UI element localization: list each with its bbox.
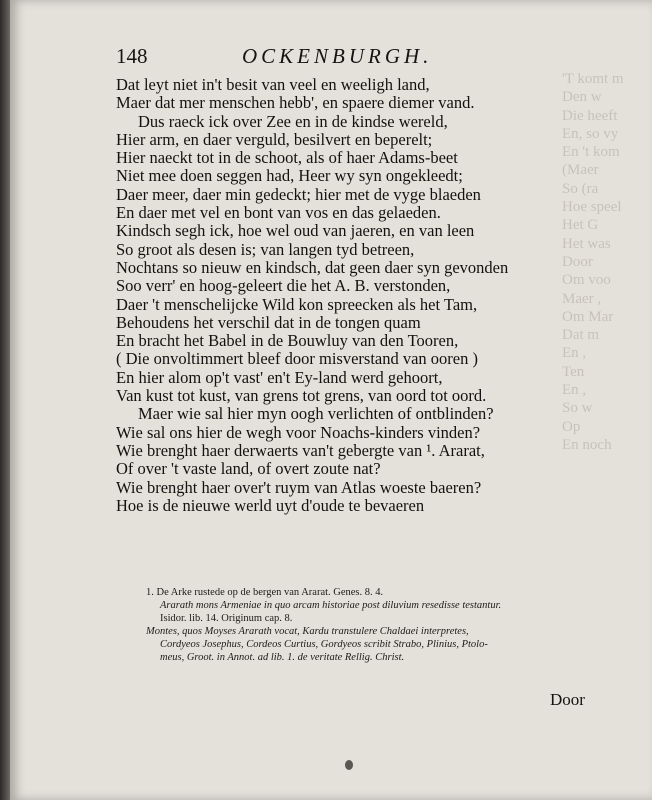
page-number: 148 [116, 44, 148, 68]
footnote-line: Montes, quos Moyses Ararath vocat, Kardu transtulere Chaldaei interpretes, [146, 626, 469, 637]
poem-line: Daer meer, daer min gedeckt; hier met de vyge blaeden [116, 184, 481, 204]
show-through-text: 'T komt m Den w Die heeft En, so vy En 't kom (Maer So (ra Hoe speel Het G Het was Door Om voo Maer , Om Mar Dat m En , Ten En , So w Op En noch [562, 71, 624, 453]
poem-line: Wie sal ons hier de wegh voor Noachs-kinders vinden? [116, 422, 481, 442]
poem-line: Wie brenght haer over't ruym van Atlas woeste baeren? [116, 477, 482, 497]
footnote-line: meus, Groot. in Annot. ad lib. 1. de veritate Rellig. Christ. [160, 652, 405, 663]
poem-line: Maer dat mer menschen hebb', en spaere diemer vand. [116, 93, 475, 113]
footnote-line: 1. De Arke rustede op de bergen van Ararat. Genes. 8. 4. [146, 587, 384, 598]
poem-line: Nochtans so nieuw en kindsch, dat geen daer syn gevonden [116, 257, 509, 277]
poem-line: En bracht het Babel in de Bouwluy van den Tooren, [116, 331, 459, 351]
poem-line: ( Die onvoltimmert bleef door misverstand van ooren ) [116, 349, 478, 369]
ink-blot [345, 760, 353, 770]
poem-line: Behoudens het verschil dat in de tongen quam [116, 312, 421, 332]
catchword: Door [550, 690, 585, 709]
poem-line: So groot als desen is; van langen tyd betreen, [116, 239, 415, 259]
poem-line: En hier alom op't vast' en't Ey-land werd gehoort, [116, 367, 443, 387]
poem-text [116, 76, 566, 515]
book-page [10, 0, 652, 800]
poem-line: Dus raeck ick over Zee en in de kindse wereld, [138, 111, 448, 131]
page-edge [0, 0, 10, 800]
poem-line: Of over 't vaste land, of overt zoute nat? [116, 459, 381, 479]
poem-line: Kindsch segh ick, hoe wel oud van jaeren, en van leen [116, 221, 475, 241]
poem-line: Hier arm, en daer verguld, besilvert en beperelt; [116, 129, 433, 149]
poem-line: En daer met vel en bont van vos en das gelaeden. [116, 203, 441, 223]
poem-line: Dat leyt niet in't besit van veel en weeligh land, [116, 75, 430, 94]
footnote-line: Ararath mons Armeniae in quo arcam historiae post diluvium resedisse testantur. [160, 600, 502, 611]
footnote-line: Cordyeos Josephus, Cordeos Curtius, Gordyeos scribit Strabo, Plinius, Ptolo- [160, 639, 488, 650]
footnote-line: Isidor. lib. 14. Originum cap. 8. [160, 613, 293, 624]
running-title: OCKENBURGH. [242, 44, 433, 68]
poem-line: Niet mee doen seggen had, Heer wy syn ongekleedt; [116, 166, 463, 186]
poem-line: Daer 't menschelijcke Wild kon spreecken als het Tam, [116, 294, 478, 314]
poem-line: Van kust tot kust, van grens tot grens, van oord tot oord. [116, 386, 487, 406]
footnotes [146, 586, 566, 664]
page-header [116, 44, 556, 70]
poem-line: Maer wie sal hier myn oogh verlichten of ontblinden? [138, 404, 494, 424]
poem-line: Wie brenght haer derwaerts van't gebergte van ¹. Ararat, [116, 440, 485, 460]
poem-line: Hier naeckt tot in de schoot, als of haer Adams-beet [116, 148, 458, 168]
poem-line: Soo verr' en hoog-geleert die het A. B. verstonden, [116, 276, 451, 296]
poem-line: Hoe is de nieuwe werld uyt d'oude te bevaeren [116, 495, 425, 515]
